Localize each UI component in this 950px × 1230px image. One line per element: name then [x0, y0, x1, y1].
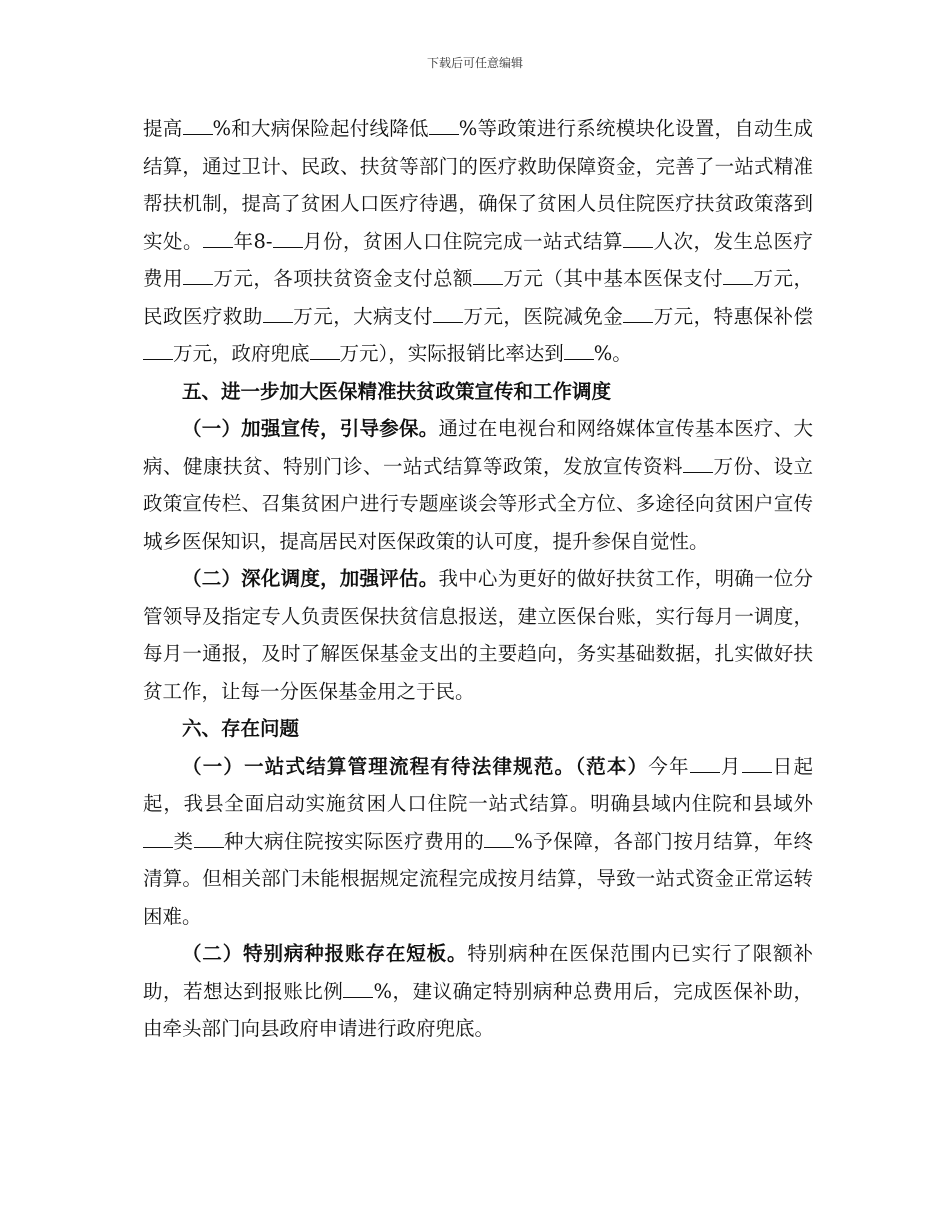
text-run: 年8-: [233, 229, 273, 253]
blank-underline: [742, 754, 772, 773]
blank-underline: [194, 829, 224, 848]
text-run: 万元，医院减免金: [463, 304, 624, 328]
subheading-special-disease: （二）特别病种报账存在短板。: [182, 942, 468, 965]
blank-underline: [143, 829, 173, 848]
text-run: %，建议确定特别病种总费用后，完成医保补助，由牵头部门向县政府申请进行政府兜底。: [143, 979, 813, 1040]
blank-underline: [310, 341, 340, 360]
document-body: [143, 110, 813, 1048]
blank-underline: [429, 116, 459, 135]
blank-underline: [473, 266, 503, 285]
paragraph-scheduling: [143, 560, 813, 710]
blank-underline: [343, 979, 373, 998]
text-run: 种大病住院按实际医疗费用的: [223, 829, 485, 853]
text-run: 万元，各项扶贫资金支付总额: [212, 267, 473, 290]
blank-underline: [433, 304, 463, 323]
section-five-heading: 五、进一步加大医保精准扶贫政策宣传和工作调度: [182, 379, 612, 403]
paragraph-publicity: [143, 410, 813, 560]
blank-underline: [273, 229, 303, 248]
text-run: 万元，政府兜底: [173, 342, 310, 365]
text-run: 万元），实际报销比率达到: [339, 342, 564, 365]
blank-underline: [183, 266, 213, 285]
text-run: 万元（其中基本医保支付: [502, 267, 724, 290]
text-run: 月份，贫困人口住院完成一站式结算: [302, 229, 623, 253]
page-header-note: 下载后可任意编辑: [426, 56, 523, 70]
blank-underline: [484, 829, 514, 848]
text-run: %予保障，各部门按月结算，年终清算。但相关部门未能根据规定流程完成按月结算，导致一站式资金正常运转困难。: [143, 829, 813, 928]
blank-underline: [564, 341, 594, 360]
section-six-heading: 六、存在问题: [182, 717, 300, 740]
blank-underline: [143, 341, 173, 360]
text-run: 万元，民政医疗救助: [143, 267, 813, 328]
text-run: 月: [719, 754, 742, 778]
text-run: 日起起，我县全面启动实施贫困人口住院一站式结算。明确县域内住院和县域外: [143, 754, 813, 815]
text-run: %等政策进行系统模块化设置，自动生成结算，通过卫计、民政、扶贫等部门的医疗救助保障资金，完善了一站式精准帮扶机制，提高了贫困人口医疗待遇，确保了贫困人员住院医疗扶贫政策落到实处。: [143, 117, 814, 253]
blank-underline: [203, 229, 233, 248]
text-run: 通过在电视台和网络媒体宣传基本医疗、大病、健康扶贫、特别门诊、一站式结算等政策，发放宣传资料: [143, 417, 813, 478]
blank-underline: [623, 229, 653, 248]
paragraph-policy-summary: [143, 110, 813, 373]
text-run: 我中心为更好的做好扶贫工作，明确一位分管领导及指定专人负责医保扶贫信息报送，建立医保台账，实行每月一调度，每月一通报，及时了解医保基金支出的主要趋向，务实基础数据，扎实做好扶贫工作，让每一分医保基金用之于民。: [143, 567, 813, 703]
text-run: 万元，大病支付: [292, 304, 434, 328]
paragraph-settlement-issue: [143, 748, 813, 936]
text-run: 今年: [648, 754, 690, 778]
text-run: 类: [173, 829, 194, 853]
text-run: 人次，发生总医疗费用: [143, 229, 813, 290]
text-run: 万份、设立政策宣传栏、召集贫困户进行专题座谈会等形式全方位、多途径向贫困户宣传城乡医保知识，提高居民对医保政策的认可度，提升参保自觉性。: [143, 454, 813, 553]
text-run: 提高: [143, 117, 183, 140]
blank-underline: [723, 266, 753, 285]
text-run: %和大病保险起付线降低: [212, 117, 429, 140]
text-run: %。: [593, 342, 632, 365]
blank-underline: [683, 454, 713, 473]
subheading-settlement-issue: （一）一站式结算管理流程有待法律规范。（范本）: [182, 754, 649, 778]
blank-underline: [690, 754, 720, 773]
subheading-publicity: （一）加强宣传，引导参保。: [182, 417, 439, 440]
blank-underline: [623, 304, 653, 323]
text-run: 万元，特惠保补偿: [653, 304, 813, 328]
paragraph-special-disease: [143, 935, 813, 1048]
text-run: 特别病种在医保范围内已实行了限额补助，若想达到报账比例: [143, 942, 813, 1003]
blank-underline: [183, 116, 213, 135]
blank-underline: [263, 304, 293, 323]
subheading-scheduling: （二）深化调度，加强评估。: [182, 567, 439, 590]
